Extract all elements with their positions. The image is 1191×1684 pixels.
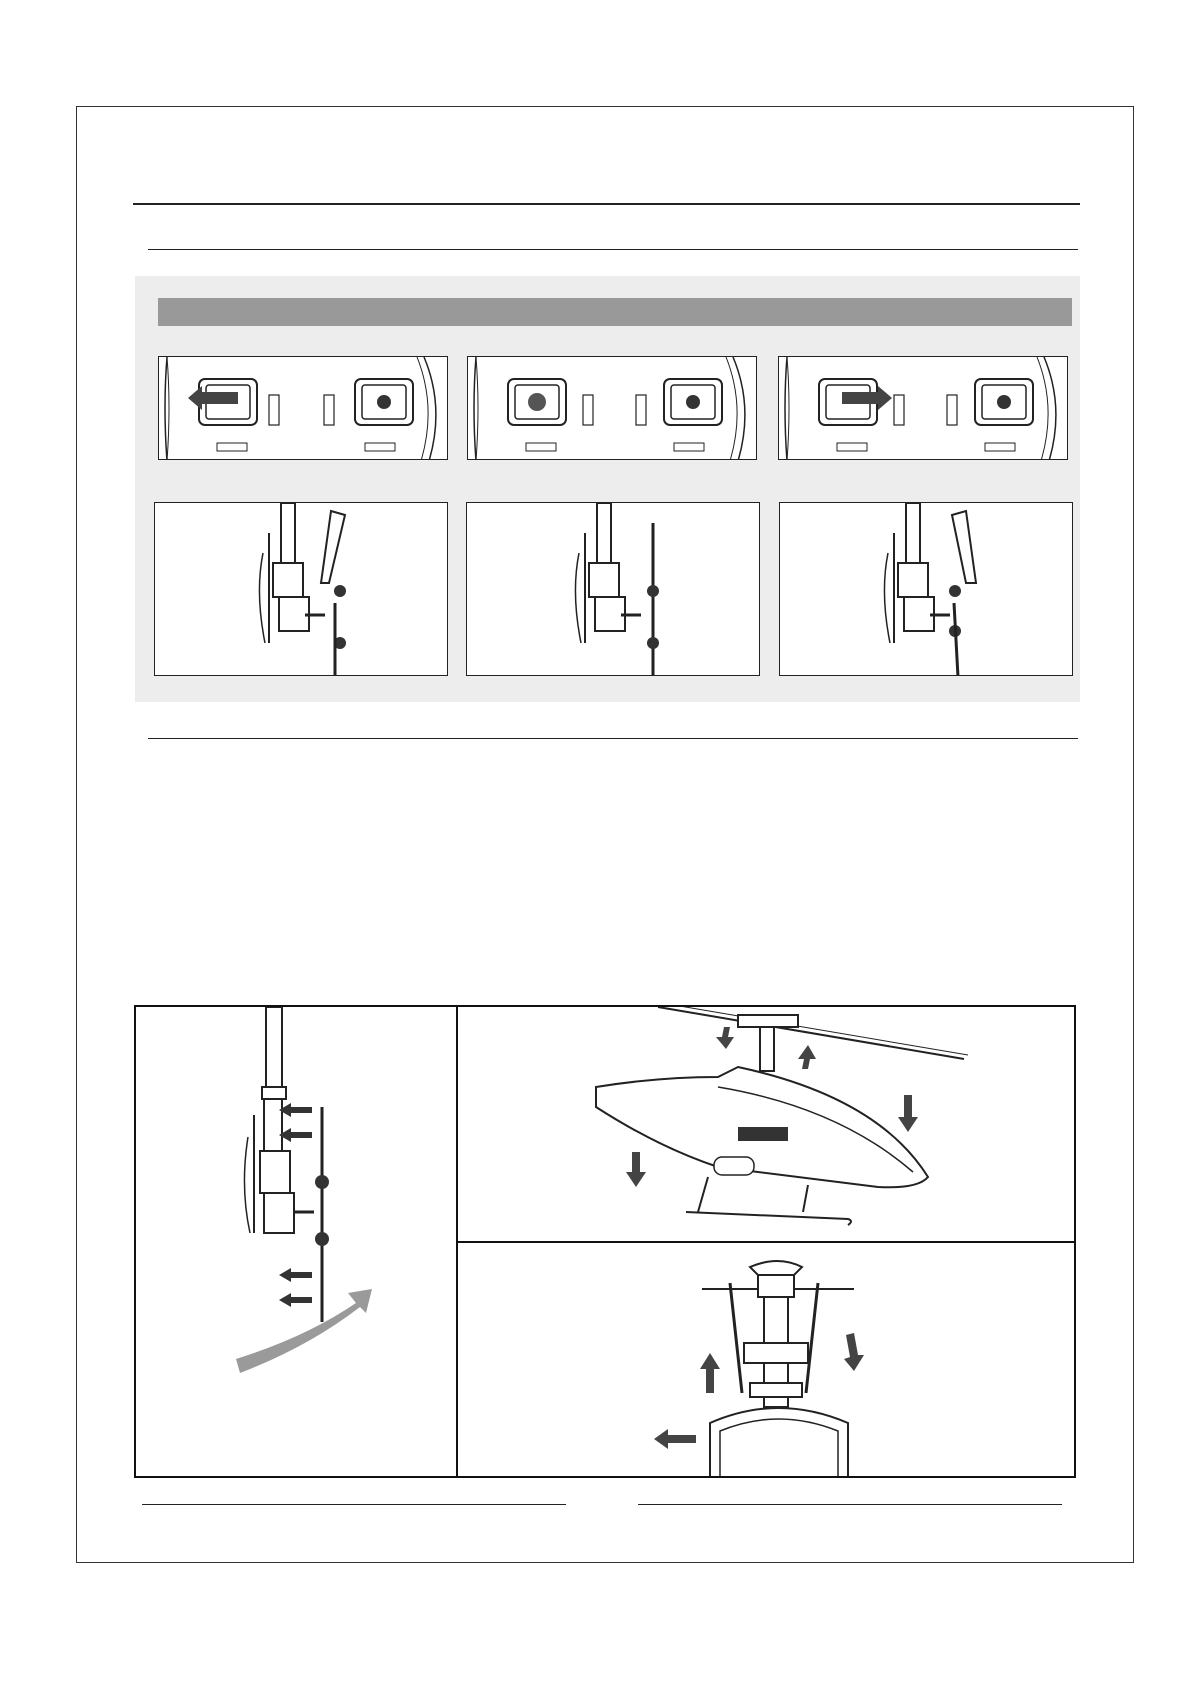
tail-rotor-view-right — [779, 502, 1073, 676]
section-rule-2 — [148, 738, 1078, 739]
section-rule-1 — [148, 249, 1078, 250]
left-arrow-icon — [188, 386, 238, 410]
tail-rotor-view-left — [154, 502, 448, 676]
right-arrow-icon — [842, 386, 892, 410]
rotor-head-front-view-figure — [458, 1243, 1074, 1476]
title-rule — [133, 203, 1080, 205]
figure-grid — [134, 1005, 1076, 1478]
helicopter-side-view-figure — [458, 1007, 1074, 1243]
footer-rule-left — [142, 1504, 566, 1505]
transmitter-right-stick — [778, 356, 1068, 460]
tail-rotor-view-center — [466, 502, 760, 676]
panel-header-bar — [158, 298, 1072, 326]
footer-rule-right — [638, 1504, 1062, 1505]
transmitter-center-stick — [467, 356, 757, 460]
tail-rotor-direction-figure — [136, 1007, 458, 1476]
